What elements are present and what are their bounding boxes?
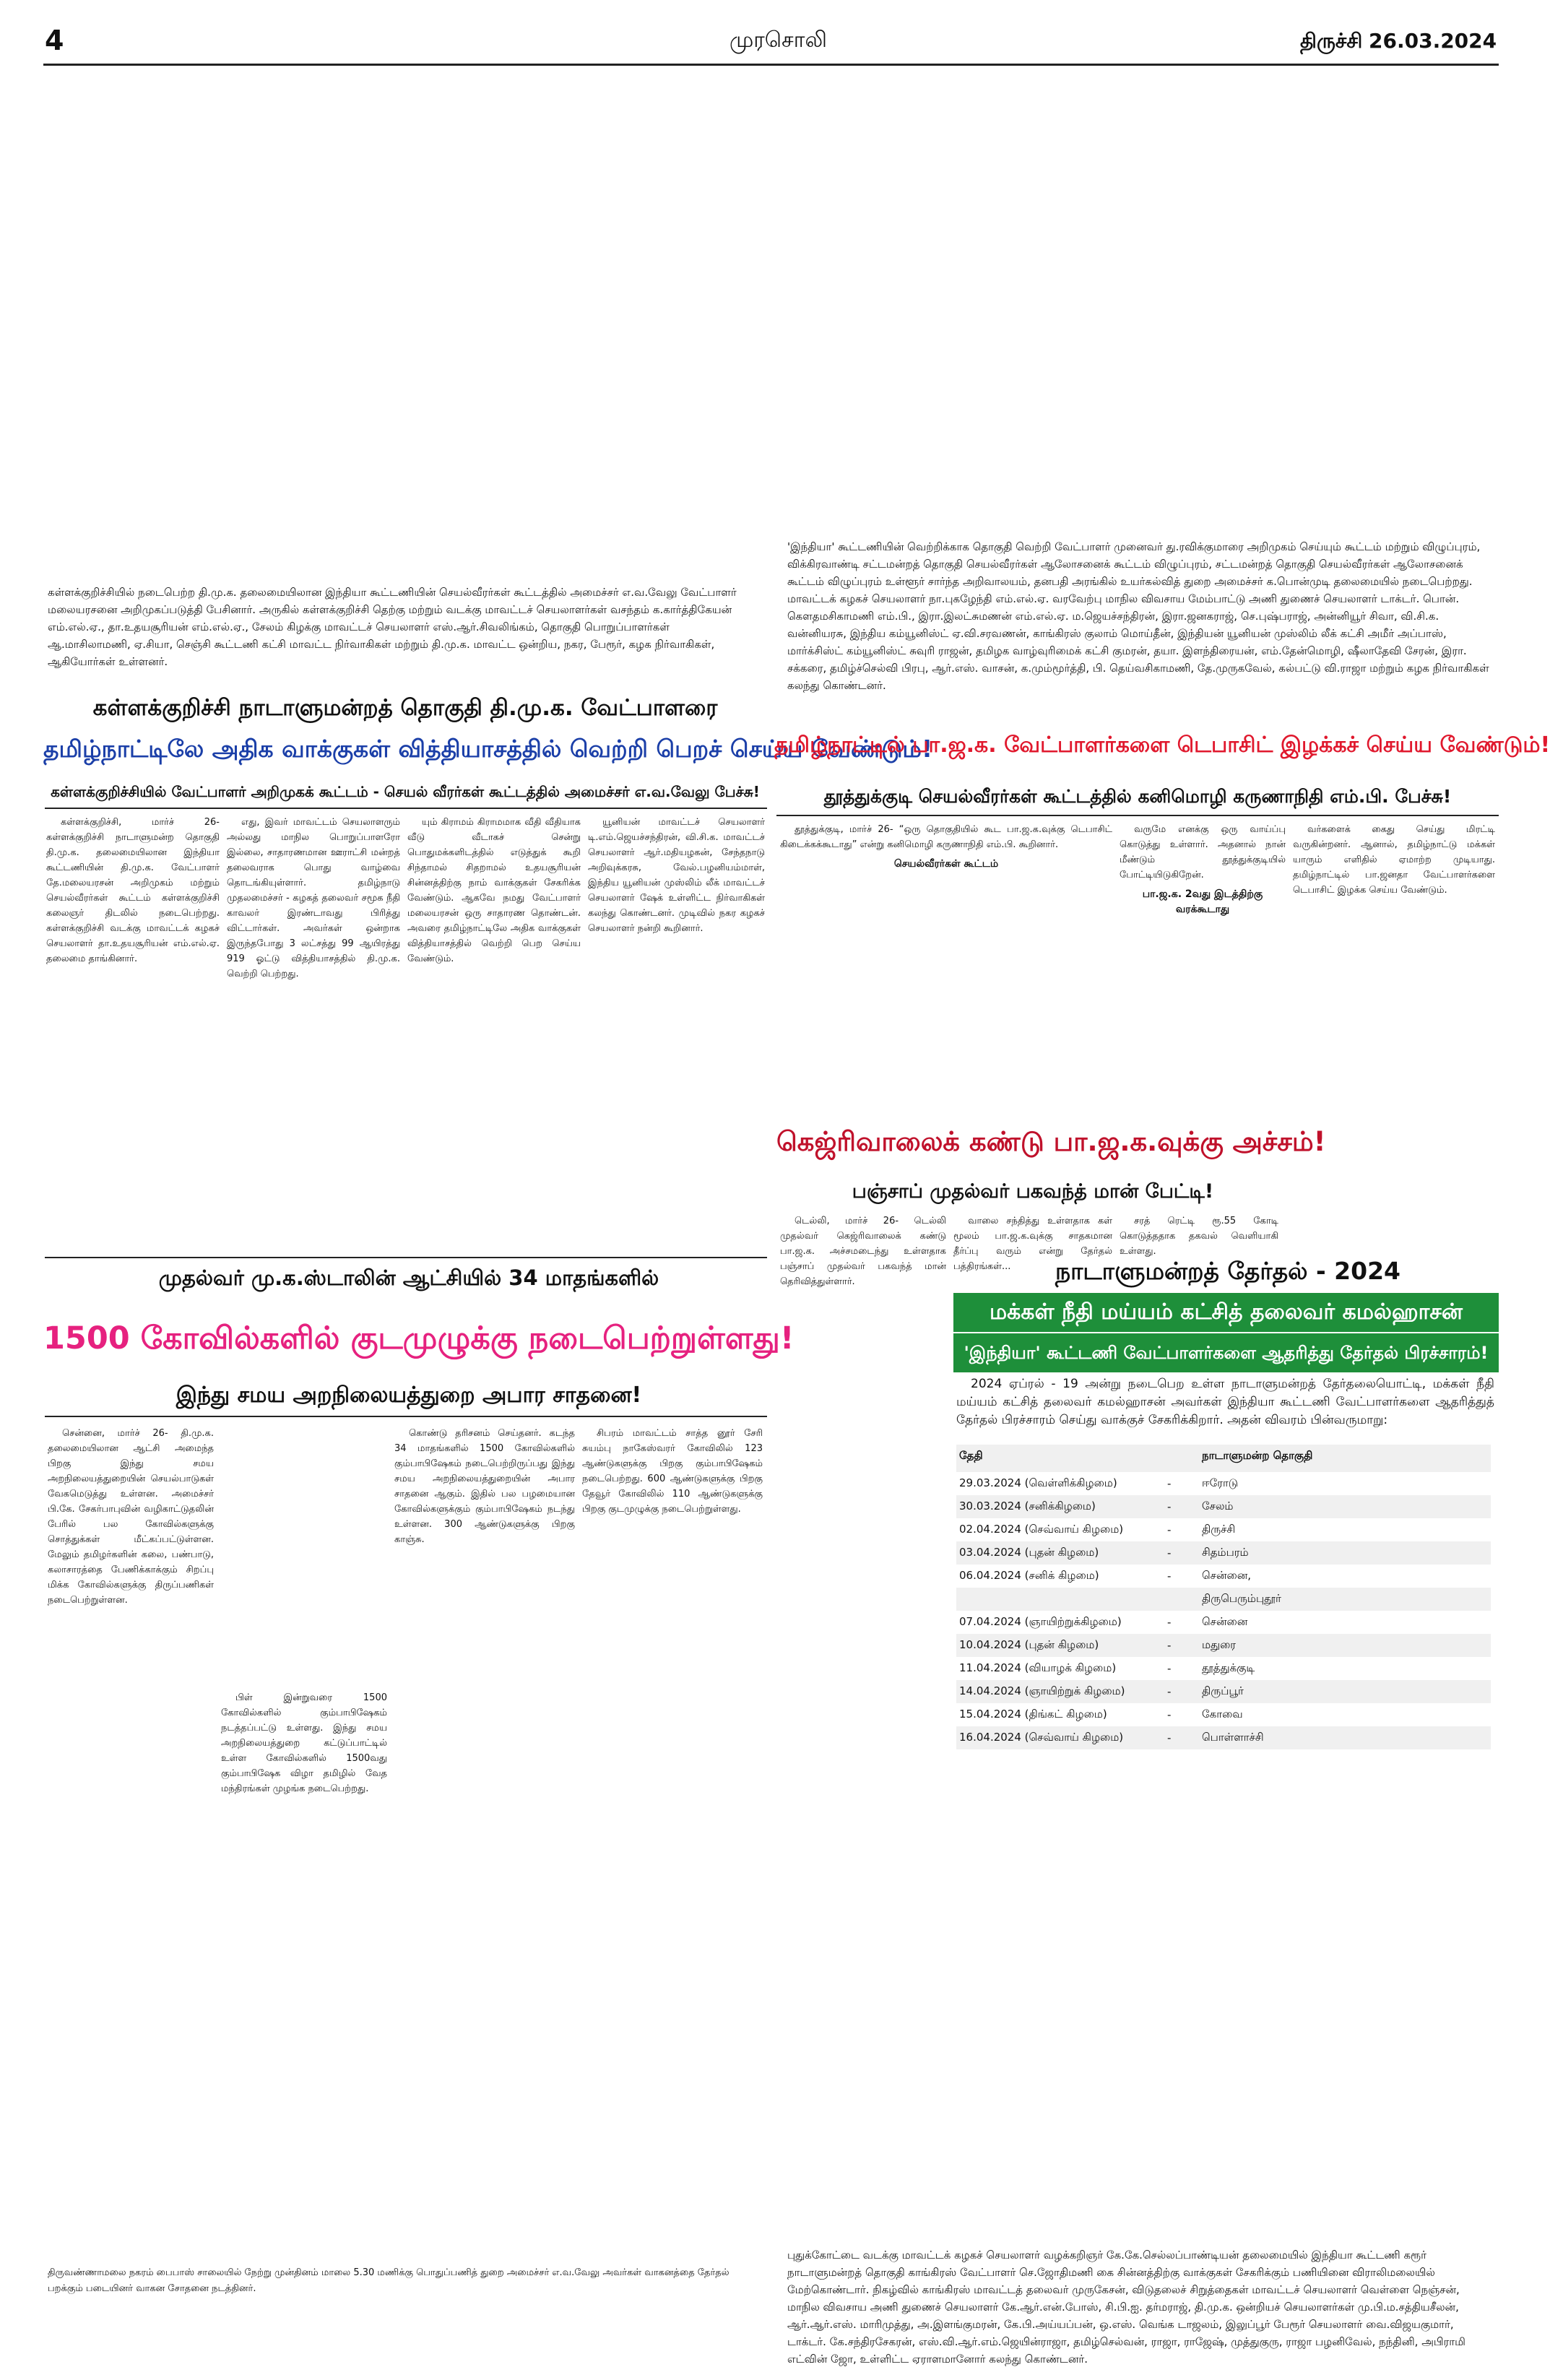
schedule-constituency: திருப்பூர்: [1202, 1684, 1244, 1697]
schedule-constituency: மதுரை: [1202, 1638, 1237, 1651]
kejriwal-column-1: [780, 1213, 946, 1430]
thoothukudi-col2-text: வருமே எனக்கு ஒரு வாய்ப்பு கொடுத்து உள்ளார். அதனால் நான் மீண்டும் தூத்துக்குடியில் போட்டியிடுகிறேன்.: [1120, 824, 1286, 880]
kejriwal-subhead: பஞ்சாப் முதல்வர் பகவந்த் மான் பேட்டி!: [852, 1180, 1214, 1203]
kallakurichi-banner: தமிழ்நாட்டிலே அதிக வாக்குகள் வித்தியாசத்தில் வெற்றி பெறச் செய்ய வேண்டும்!: [43, 735, 933, 763]
temples-subhead: இந்து சமய அறநிலையத்துறை அபார சாதனை!: [176, 1382, 642, 1408]
schedule-date: 15.04.2024 (திங்கட் கிழமை): [959, 1708, 1107, 1721]
thoothukudi-column-1: [780, 822, 1112, 1039]
header-rule: [43, 64, 1499, 66]
kallakurichi-col1-text: கள்ளக்குறிச்சி, மார்ச் 26- கள்ளக்குறிச்சி நாடாளுமன்ற தொகுதி தி.மு.க. தலைமையிலான இந்தியா கூட்டணியின் தி.மு.க. வேட்பாளர் தே.மலையரசன் அறிமுகம் மற்றும் செயல்வீரர்கள் கூட்டம் கள்ளக்குறிச்சி கலைஞர் திடலில் நடைபெற்றது. கள்ளக்குறிச்சி வடக்கு மாவட்டக் கழகச் செயலாளர் தா.உதயசூரியன் எம்.எல்.ஏ. தலைமை தாங்கினார்.: [46, 817, 220, 964]
thoothukudi-subhead: தூத்துக்குடி செயல்வீரர்கள் கூட்டத்தில் கனிமொழி கருணாநிதி எம்.பி. பேச்சு!: [823, 786, 1452, 807]
schedule-dash: -: [1167, 1523, 1172, 1536]
temples-kicker: முதல்வர் மு.க.ஸ்டாலின் ஆட்சியில் 34 மாதங்களில்: [158, 1265, 659, 1290]
kallakurichi-column-2: [227, 815, 400, 1248]
schedule-header-date: தேதி: [959, 1449, 983, 1462]
vizhuppuram-photo-caption: 'இந்தியா' கூட்டணியின் வெற்றிக்காக தொகுதி வெற்றி வேட்பாளர் முனைவர் து.ரவிக்குமாரை அறிமுகம் செய்யும் கூட்டம் மற்றும் விழுப்புரம், விக்கிரவாண்டி சட்டமன்றத் தொகுதி செயல்வீரர்கள் ஆலோசனைக் கூட்டம் விழுப்புரம், சட்டமன்றத் தொகுதி செயல்வீரர்கள் ஆலோசனைக் கூட்டம் விழுப்புரம் உள்ளூர் சார்ந்த அறிவாலயம், தனபதி அரங்கில் உயர்கல்வித் துறை அமைச்சர் க.பொன்முடி தலைமையில் நடைபெற்றது. மாவட்டக் கழகச் செயலாளர் நா.புகழேந்தி எம்.எல்.ஏ. வரவேற்பு மாநில விவசாய மேம்பாட்டு அணி துணைச் செயலாளர் டாக்டர். பொன். கௌதமசிகாமணி எம்.பி., இரா.இலட்சுமணன் எம்.எல்.ஏ. ம.ஜெயச்சந்திரன், இரா.ஜனகராஜ், செ.புஷ்பராஜ், அன்னியூர் சிவா, வி.சி.க. வன்னியரசு, இந்திய கம்யூனிஸ்ட் ஏ.வி.சரவணன், காங்கிரஸ் குலாம் மொய்தீன், இந்தியன் யூனியன் முஸ்லிம் லீக் கட்சி அமீர் அப்பாஸ், மார்க்சிஸ்ட் கம்யூனிஸ்ட் சுவுரி ராஜன், தமிழக வாழ்வுரிமைக் கட்சி குமரன், தயா. இளந்திரையன், எம்.தேன்மொழி, ஷீலாதேவி சேரன், இரா. சக்கரை, தமிழ்ச்செல்வி பிரபு, ஆர்.எஸ். வாசன், க.மும்மூர்த்தி, பி. தெய்வசிகாமணி, தே.முருகவேல், கல்பட்டு வி.ராஜா மற்றும் கழக நிர்வாகிகள் கலந்து கொண்டனர்.: [787, 540, 1489, 692]
schedule-constituency: சேலம்: [1202, 1500, 1234, 1513]
schedule-date: 03.04.2024 (புதன் கிழமை): [959, 1546, 1099, 1559]
kejriwal-col2-text: வாலை சந்தித்து உள்ளதாக கள் மூலம் பா.ஜ.க.வுக்கு சாதகமான தீர்ப்பு வரும் என்று தேர்தல் பத்திரங்கள்...: [953, 1216, 1112, 1272]
kallakurichi-photo: [45, 87, 767, 563]
schedule-header-row: [956, 1445, 1491, 1468]
schedule-row: [956, 1611, 1491, 1634]
thoothukudi-col1-text: தூத்துக்குடி, மார்ச் 26- “ஒரு தொகுதியில் கூட பா.ஜ.க.வுக்கு டெபாசிட் கிடைக்கக்கூடாது” என்று கனிமொழி கருணாநிதி எம்.பி. கூறினார்.: [780, 824, 1112, 850]
kamal-schedule-table: [956, 1445, 1491, 1749]
schedule-row: [956, 1588, 1491, 1611]
vizhuppuram-photo: [776, 87, 1499, 535]
schedule-row: [956, 1518, 1491, 1541]
thoothukudi-banner: தமிழ்நாட்டில் பா.ஜ.க. வேட்பாளர்களை டெபாசிட் இழக்கச் செய்ய வேண்டும்!: [774, 732, 1550, 758]
schedule-constituency: சென்னை,: [1202, 1569, 1252, 1582]
edition-date: 26.03.2024: [1369, 29, 1497, 53]
thoothukudi-col3-text: வர்களைக் கைது செய்து மிரட்டி வருகின்றனர். ஆனால், தமிழ்நாட்டு மக்கள் யாரும் எளிதில் ஏமாற்ற முடியாது. தமிழ்நாட்டில் பா.ஜனதா வேட்பாளர்களை டெபாசிட் இழக்க செய்ய வேண்டும்.: [1293, 824, 1495, 896]
schedule-row: [956, 1634, 1491, 1657]
kallakurichi-col4-text: யூனியன் மாவட்டச் செயலாளர் டி.எம்.ஜெயச்சந்திரன், வி.சி.க. மாவட்டச் செயலாளர் ஆர்.மதியழகன், சேந்தநாடு அறிவுக்கரசு, வேல்.பழனியம்மாள், இந்திய யூனியன் முஸ்லிம் லீக் மாவட்டச் செயலாளர் ஷேக் உள்ளிட்ட நிர்வாகிகள் கலந்து கொண்டனர். முடிவில் நகர கழகச் செயலாளர் நன்றி கூறினார்.: [588, 817, 765, 934]
schedule-dash: -: [1167, 1639, 1172, 1652]
schedule-dash: -: [1167, 1616, 1172, 1629]
schedule-dash: -: [1167, 1685, 1172, 1698]
kallakurichi-subhead: கள்ளக்குறிச்சியில் வேட்பாளர் அறிமுகக் கூட்டம் - செயல் வீரர்கள் கூட்டத்தில் அமைச்சர் எ.வ.வேலு பேச்சு!: [51, 783, 760, 800]
kamal-intro-text: 2024 ஏப்ரல் - 19 அன்று நடைபெற உள்ள நாடாளுமன்றத் தேர்தலையொட்டி, மக்கள் நீதி மய்யம் கட்சித் தலைவர் கமல்ஹாசன் அவர்கள் இந்தியா கூட்டணி வேட்பாளர்களை ஆதரித்துத் தேர்தல் பிரச்சாரம் செய்து வாக்குச் சேகரிக்கிறார். அதன் விவரம் பின்வருமாறு:: [956, 1377, 1494, 1427]
thoothukudi-column-3: [1293, 822, 1495, 1096]
schedule-constituency: திருச்சி: [1202, 1523, 1236, 1536]
temples-col3-text: கொண்டு தரிசனம் செய்தனர். கடந்த 34 மாதங்களில் 1500 கோவில்களில் கும்பாபிஷேகம் நடைபெற்றிருப்பது இந்து சமய அறநிலையத்துறையின் அபார சாதனை ஆகும். இதில் பல பழமையான கோவில்களுக்கும் கும்பாபிஷேகம் நடந்து உள்ளன. 300 ஆண்டுகளுக்கு பிறகு காஞ்சு.: [394, 1428, 575, 1545]
kamal-banner-2: 'இந்தியா' கூட்டணி வேட்பாளர்களை ஆதரித்து தேர்தல் பிரச்சாரம்!: [953, 1333, 1499, 1372]
schedule-date: 11.04.2024 (வியாழக் கிழமை): [959, 1661, 1117, 1674]
page-number: 4: [45, 25, 64, 56]
kallakurichi-kicker: கள்ளக்குறிச்சி நாடாளுமன்றத் தொகுதி தி.மு.க. வேட்பாளரை: [92, 695, 718, 721]
pudukkottai-photo: [776, 1885, 1499, 2246]
kallakurichi-bottom-rule: [45, 1257, 767, 1258]
kejriwal-banner: கெஜ்ரிவாலைக் கண்டு பா.ஜ.க.வுக்கு அச்சம்!: [776, 1126, 1326, 1157]
schedule-header-constituency: நாடாளுமன்ற தொகுதி: [1202, 1449, 1313, 1462]
temples-column-3: [394, 1426, 575, 1859]
schedule-date: 10.04.2024 (புதன் கிழமை): [959, 1638, 1099, 1651]
kallakurichi-photo-caption: கள்ளக்குறிச்சியில் நடைபெற்ற தி.மு.க. தலைமையிலான இந்தியா கூட்டணியின் செயல்வீரர்கள் கூட்டத்தில் அமைச்சர் எ.வ.வேலு வேட்பாளர் மலையரசனை அறிமுகப்படுத்தி பேசினார். அருகில் கள்ளக்குறிச்சி தெற்கு மற்றும் வடக்கு மாவட்டச் செயலாளர்கள் வசந்தம் க.கார்த்திகேயன் எம்.எல்.ஏ., தா.உதயசூரியன் எம்.எல்.ஏ., சேலம் கிழக்கு மாவட்டச் செயலாளர் எஸ்.ஆர்.சிவலிங்கம், தொகுதி பொறுப்பாளர்கள் ஆ.மாசிலாமணி, ஏ.சியா, செஞ்சி கூட்டணி கட்சி மாவட்ட நிர்வாகிகள் மற்றும் தி.மு.க. மாவட்ட ஒன்றிய, நகர, பேரூர், கழக நிர்வாகிகள், ஆகியோர்கள் உள்ளனர்.: [48, 586, 737, 668]
tiruvannamalai-caption: திருவண்ணாமலை நகரம் பைபாஸ் சாலையில் நேற்று முன்தினம் மாலை 5.30 மணிக்கு பொதுப்பணித் துறை அமைச்சர் எ.வ.வேலு அவர்கள் வாகனத்தை தேர்தல் பறக்கும் படையினர் வாகன சோதனை நடத்தினர்.: [48, 2267, 729, 2294]
tiruvannamalai-photo: [45, 1885, 767, 2261]
schedule-date: 29.03.2024 (வெள்ளிக்கிழமை): [959, 1476, 1117, 1489]
schedule-row: [956, 1472, 1491, 1495]
thoothukudi-rule: [776, 815, 1499, 816]
schedule-date: 14.04.2024 (ஞாயிற்றுக் கிழமை): [959, 1684, 1125, 1697]
kallakurichi-column-3: [407, 815, 581, 1248]
schedule-constituency: தூத்துக்குடி: [1202, 1661, 1255, 1674]
thoothukudi-inline-head-1: செயல்வீரர்கள் கூட்டம்: [893, 858, 999, 870]
temples-banner: 1500 கோவில்களில் குடமுழுக்கு நடைபெற்றுள்ளது!: [43, 1320, 795, 1356]
schedule-dash: -: [1167, 1500, 1172, 1513]
schedule-dash: -: [1167, 1477, 1172, 1490]
kallakurichi-rule: [45, 808, 767, 809]
newspaper-name: முரசொலி: [729, 27, 827, 53]
schedule-date: 06.04.2024 (சனிக் கிழமை): [959, 1569, 1099, 1582]
schedule-dash: -: [1167, 1731, 1172, 1744]
kallakurichi-col3-text: யும் கிராமம் கிராமமாக வீதி வீதியாக வீடு வீடாகச் சென்று பொதுமக்களிடத்தில் எடுத்துக் கூறி சிந்தாமல் சிதறாமல் உதயசூரியன் சின்னத்திற்கு நாம் வாக்குகள் சேகரிக்க வேண்டும். ஆகவே நமது வேட்பாளர் மலையரசன் ஒரு சாதாரண தொண்டன். அவரை தமிழ்நாட்டிலே அதிக வாக்குகள் வித்தியாசத்தில் வெற்றி பெற செய்ய வேண்டும்.: [407, 817, 581, 964]
thoothukudi-inline-head-2: பா.ஜ.க. 2வது இடத்திற்கு வரக்கூடாது: [1142, 888, 1263, 915]
temples-rule: [45, 1416, 767, 1417]
kejriwal-col1-text: டெல்லி, மார்ச் 26- டெல்லி முதல்வர் கெஜ்ரிவாலைக் கண்டு பா.ஜ.க. அச்சமடைந்து உள்ளதாக பஞ்சாப் முதல்வர் பகவந்த் மான் தெரிவித்துள்ளார்.: [780, 1216, 946, 1287]
schedule-constituency: ஈரோடு: [1202, 1476, 1239, 1489]
kamal-schedule: [956, 1445, 1491, 1749]
temples-column-1: [48, 1426, 214, 1859]
schedule-dash: -: [1167, 1662, 1172, 1675]
schedule-row: [956, 1495, 1491, 1518]
kallakurichi-col2-text: எது, இவர் மாவட்டம் செயலாளரும் அல்லது மாநில பொறுப்பாளரோ இல்லை, சாதாரணமான ஊராட்சி மன்றத் தலைவராக பொது வாழ்வை தொடங்கியுள்ளார். தமிழ்நாடு முதலமைச்சர் - கழகத் தலைவர் சமூக நீதி காவலர் இரண்டாவது பிரித்து விட்டார்கள். அவர்கள் ஒன்றாக இருந்தபோது 3 லட்சத்து 99 ஆயிரத்து 919 ஓட்டு வித்தியாசத்தில் தி.மு.க. வெற்றி பெற்றது.: [227, 817, 400, 979]
kamal-intro: [956, 1375, 1494, 1448]
kamal-kicker: நாடாளுமன்றத் தேர்தல் - 2024: [1055, 1257, 1401, 1285]
schedule-constituency: பொள்ளாச்சி: [1202, 1731, 1264, 1744]
kejriwal-col3-text: சரத் ரெட்டி ரூ.55 கோடி கொடுத்ததாக தகவல் வெளியாகி உள்ளது.: [1120, 1216, 1278, 1257]
schedule-date: 30.03.2024 (சனிக்கிழமை): [959, 1500, 1096, 1513]
schedule-dash: -: [1167, 1546, 1172, 1559]
temples-col1-text: சென்னை, மார்ச் 26- தி.மு.க. தலைமையிலான ஆட்சி அமைந்த பிறகு இந்து சமய அறநிலையத்துறையின் செயல்பாடுகள் வேகமெடுத்து உள்ளன. அமைச்சர் பி.கே. சேகர்பாபுவின் வழிகாட்டுதலின் பேரில் பல கோவில்களுக்கு சொத்துக்கள் மீட்கப்பட்டுள்ளன. மேலும் தமிழர்களின் கலை, பண்பாடு, கலாசாரத்தை பேணிக்காக்கும் சிறப்பு மிக்க கோவில்களுக்கு திருப்பணிகள் நடைபெற்றுள்ளன.: [48, 1428, 214, 1606]
temples-column-2: [221, 1690, 387, 1864]
temples-column-4: [582, 1426, 763, 1859]
schedule-row: [956, 1703, 1491, 1726]
schedule-constituency: திருபெரும்புதூர்: [1202, 1592, 1281, 1605]
schedule-date: 07.04.2024 (ஞாயிற்றுக்கிழமை): [959, 1615, 1122, 1628]
schedule-row: [956, 1680, 1491, 1703]
schedule-constituency: சிதம்பரம்: [1202, 1546, 1249, 1559]
kanimozhi-photo: [780, 1040, 1098, 1112]
kallakurichi-column-1: [46, 815, 220, 1248]
kamal-banner-1: மக்கள் நீதி மய்யம் கட்சித் தலைவர் கமல்ஹாசன்: [953, 1293, 1499, 1332]
temples-col2-text: பிள் இன்றுவரை 1500 கோவில்களில் கும்பாபிஷேகம் நடத்தப்பட்டு உள்ளது. இந்து சமய அறநிலையத்துறை கட்டுப்பாட்டில் உள்ள கோவில்களில் 1500வது கும்பாபிஷேக விழா தமிழில் வேத மந்திரங்கள் முழங்க நடைபெற்றது.: [221, 1692, 387, 1794]
temples-col4-text: சிபரம் மாவட்டம் சாத்த னூர் சேரி சுயம்பு நாகேஸ்வரர் கோவிலில் 123 ஆண்டுகளுக்கு பிறகு கும்பாபிஷேகம் நடைபெற்றது. 600 ஆண்டுகளுக்கு பிறகு தேவூர் கோவிலில் 110 ஆண்டுகளுக்கு பிறகு குடமுழுக்கு நடைபெற்றுள்ளது.: [582, 1428, 763, 1515]
schedule-date: 02.04.2024 (செவ்வாய் கிழமை): [959, 1523, 1124, 1536]
thoothukudi-column-2: [1120, 822, 1286, 1039]
pudukkottai-caption: புதுக்கோட்டை வடக்கு மாவட்டக் கழகச் செயலாளர் வழக்கறிஞர் கே.கே.செல்லப்பாண்டியன் தலைமையில் இந்தியா கூட்டணி கரூர் நாடாளுமன்றத் தொகுதி காங்கிரஸ் வேட்பாளர் செ.ஜோதிமணி கை சின்னத்திற்கு வாக்குகள் சேகரிக்கும் பணியினை விராலிமலையில் மேற்கொண்டார். நிகழ்வில் காங்கிரஸ் மாவட்டத் தலைவர் முருகேசன், விடுதலைச் சிறுத்தைகள் மாவட்டச் செயலாளர் வெள்ளை நெஞ்சன், மாநில விவசாய அணி துணைச் செயலாளர் கே.ஆர்.என்.போஸ், சி.பி.ஐ. தர்மராஜ், தி.மு.க. ஒன்றியச் செயலாளர்கள் மு.பி.ம.சத்தியசீலன், ஆர்.ஆர்.எஸ். மாரிமுத்து, அ.இளங்குமரன், கே.பி.அய்யப்பன், ஒ.எஸ். வெங்க டாஜலம், இலுப்பூர் பேரூர் செயலாளர் வை.விஜயகுமார், டாக்டர். கே.சந்திரசேகரன், எஸ்.வி.ஆர்.எம்.ஜெயின்ராஜா, தமிழ்செல்வன், ராஜா, ராஜேஷ், முத்துகுரு, ராஜா பழனிவேல், நந்தினி, அபிராமி எட்வின் ஜோ, உள்ளிட்ட ஏராளமானோர் கலந்து கொண்டனர்.: [787, 2249, 1465, 2366]
schedule-row: [956, 1726, 1491, 1749]
schedule-constituency: சென்னை: [1202, 1615, 1248, 1628]
kamal-side-column: [780, 1437, 946, 1871]
schedule-row: [956, 1565, 1491, 1588]
schedule-date: 16.04.2024 (செவ்வாய் கிழமை): [959, 1731, 1124, 1744]
schedule-date: [956, 1588, 1164, 1611]
schedule-dash: -: [1167, 1570, 1172, 1583]
schedule-dash: [1164, 1588, 1199, 1611]
schedule-row: [956, 1541, 1491, 1565]
schedule-dash: -: [1167, 1708, 1172, 1721]
kallakurichi-column-4: [588, 815, 765, 1248]
schedule-constituency: கோவை: [1202, 1708, 1243, 1721]
edition-city: திருச்சி: [1300, 29, 1363, 53]
schedule-row: [956, 1657, 1491, 1680]
